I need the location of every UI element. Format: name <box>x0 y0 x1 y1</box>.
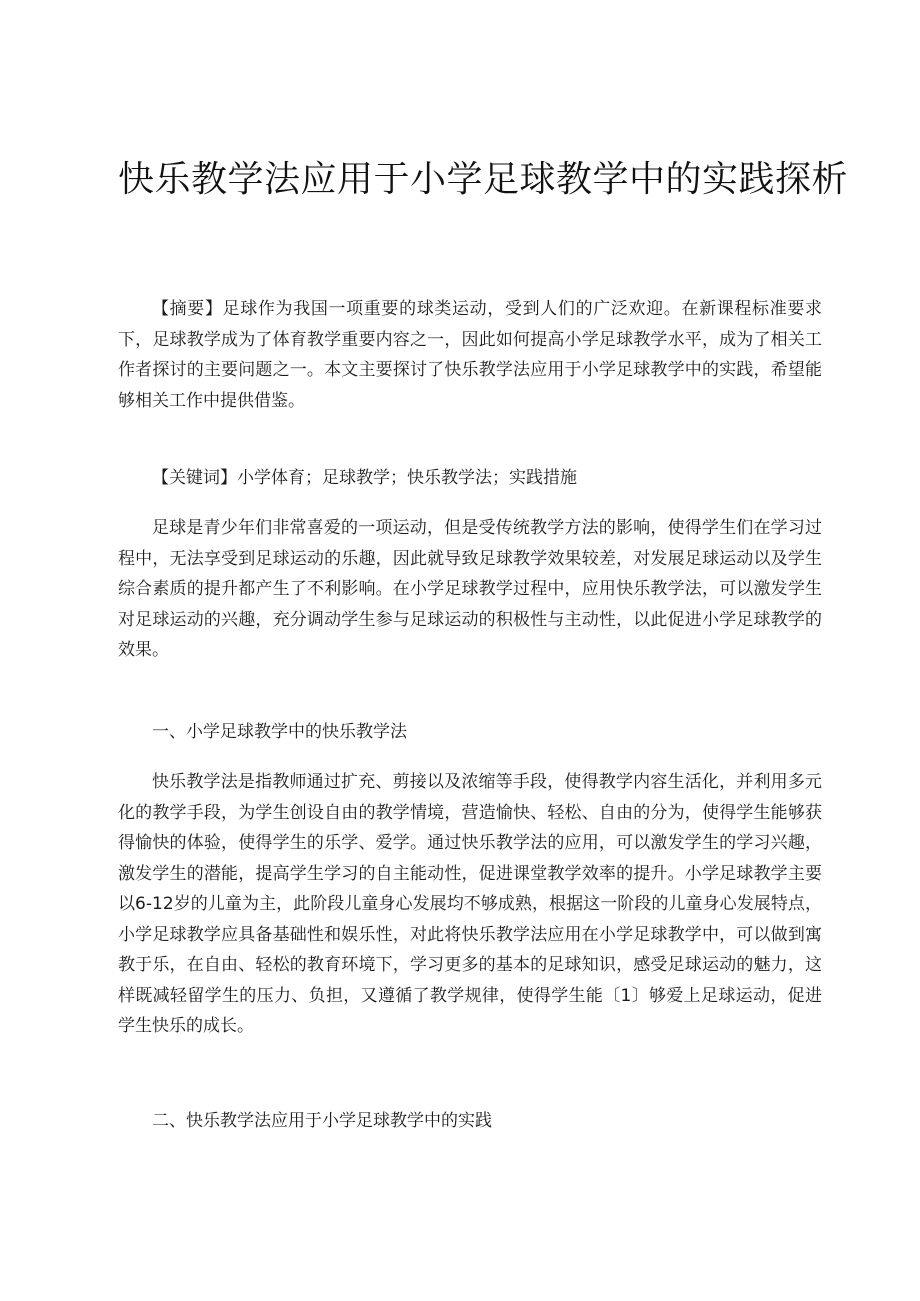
abstract-paragraph: 【摘要】足球作为我国一项重要的球类运动，受到人们的广泛欢迎。在新课程标准要求下，足球教学成为了体育教学重要内容之一，因此如何提高小学足球教学水平，成为了相关工作者探讨的主要问题之一。本文主要探讨了快乐教学法应用于小学足球教学中的实践，希望能够相关工作中提供借鉴。 <box>118 299 822 411</box>
document-title: 快乐教学法应用于小学足球教学中的实践探析 <box>118 159 849 200</box>
section1-paragraph: 快乐教学法是指教师通过扩充、剪接以及浓缩等手段，使得教学内容生活化，并利用多元化的教学手段，为学生创设自由的教学情境，营造愉快、轻松、自由的分为，使得学生能够获得愉快的体验，使得学生的乐学、爱学。通过快乐教学法的应用，可以激发学生的学习兴趣，激发学生的潜能，提高学生学习的自主能动性，促进课堂教学效率的提升。小学足球教学主要以6-12岁的儿童为主，此阶段儿童身心发展均不够成熟，根据这一阶段的儿童身心发展特点，小学足球教学应具备基础性和娱乐性，对此将快乐教学法应用在小学足球教学中，可以做到寓教于乐，在自由、轻松的教育环境下，学习更多的基本的足球知识，感受足球运动的魅力，这样既减轻留学生的压力、负担，又遵循了教学规律，使得学生能〔1〕够爱上足球运动，促进学生快乐的成长。 <box>118 772 822 1036</box>
intro-paragraph: 足球是青少年们非常喜爱的一项运动，但是受传统教学方法的影响，使得学生们在学习过程中，无法享受到足球运动的乐趣，因此就导致足球教学效果较差，对发展足球运动以及学生综合素质的提升都产生了不利影响。在小学足球教学过程中，应用快乐教学法，可以激发学生对足球运动的兴趣，充分调动学生参与足球运动的积极性与主动性，以此促进小学足球教学的效果。 <box>118 518 822 660</box>
keywords-line: 【关键词】小学体育；足球教学；快乐教学法；实践措施 <box>152 468 577 488</box>
section2-heading: 二、快乐教学法应用于小学足球教学中的实践 <box>152 1111 492 1131</box>
section1-heading: 一、小学足球教学中的快乐教学法 <box>152 722 407 742</box>
